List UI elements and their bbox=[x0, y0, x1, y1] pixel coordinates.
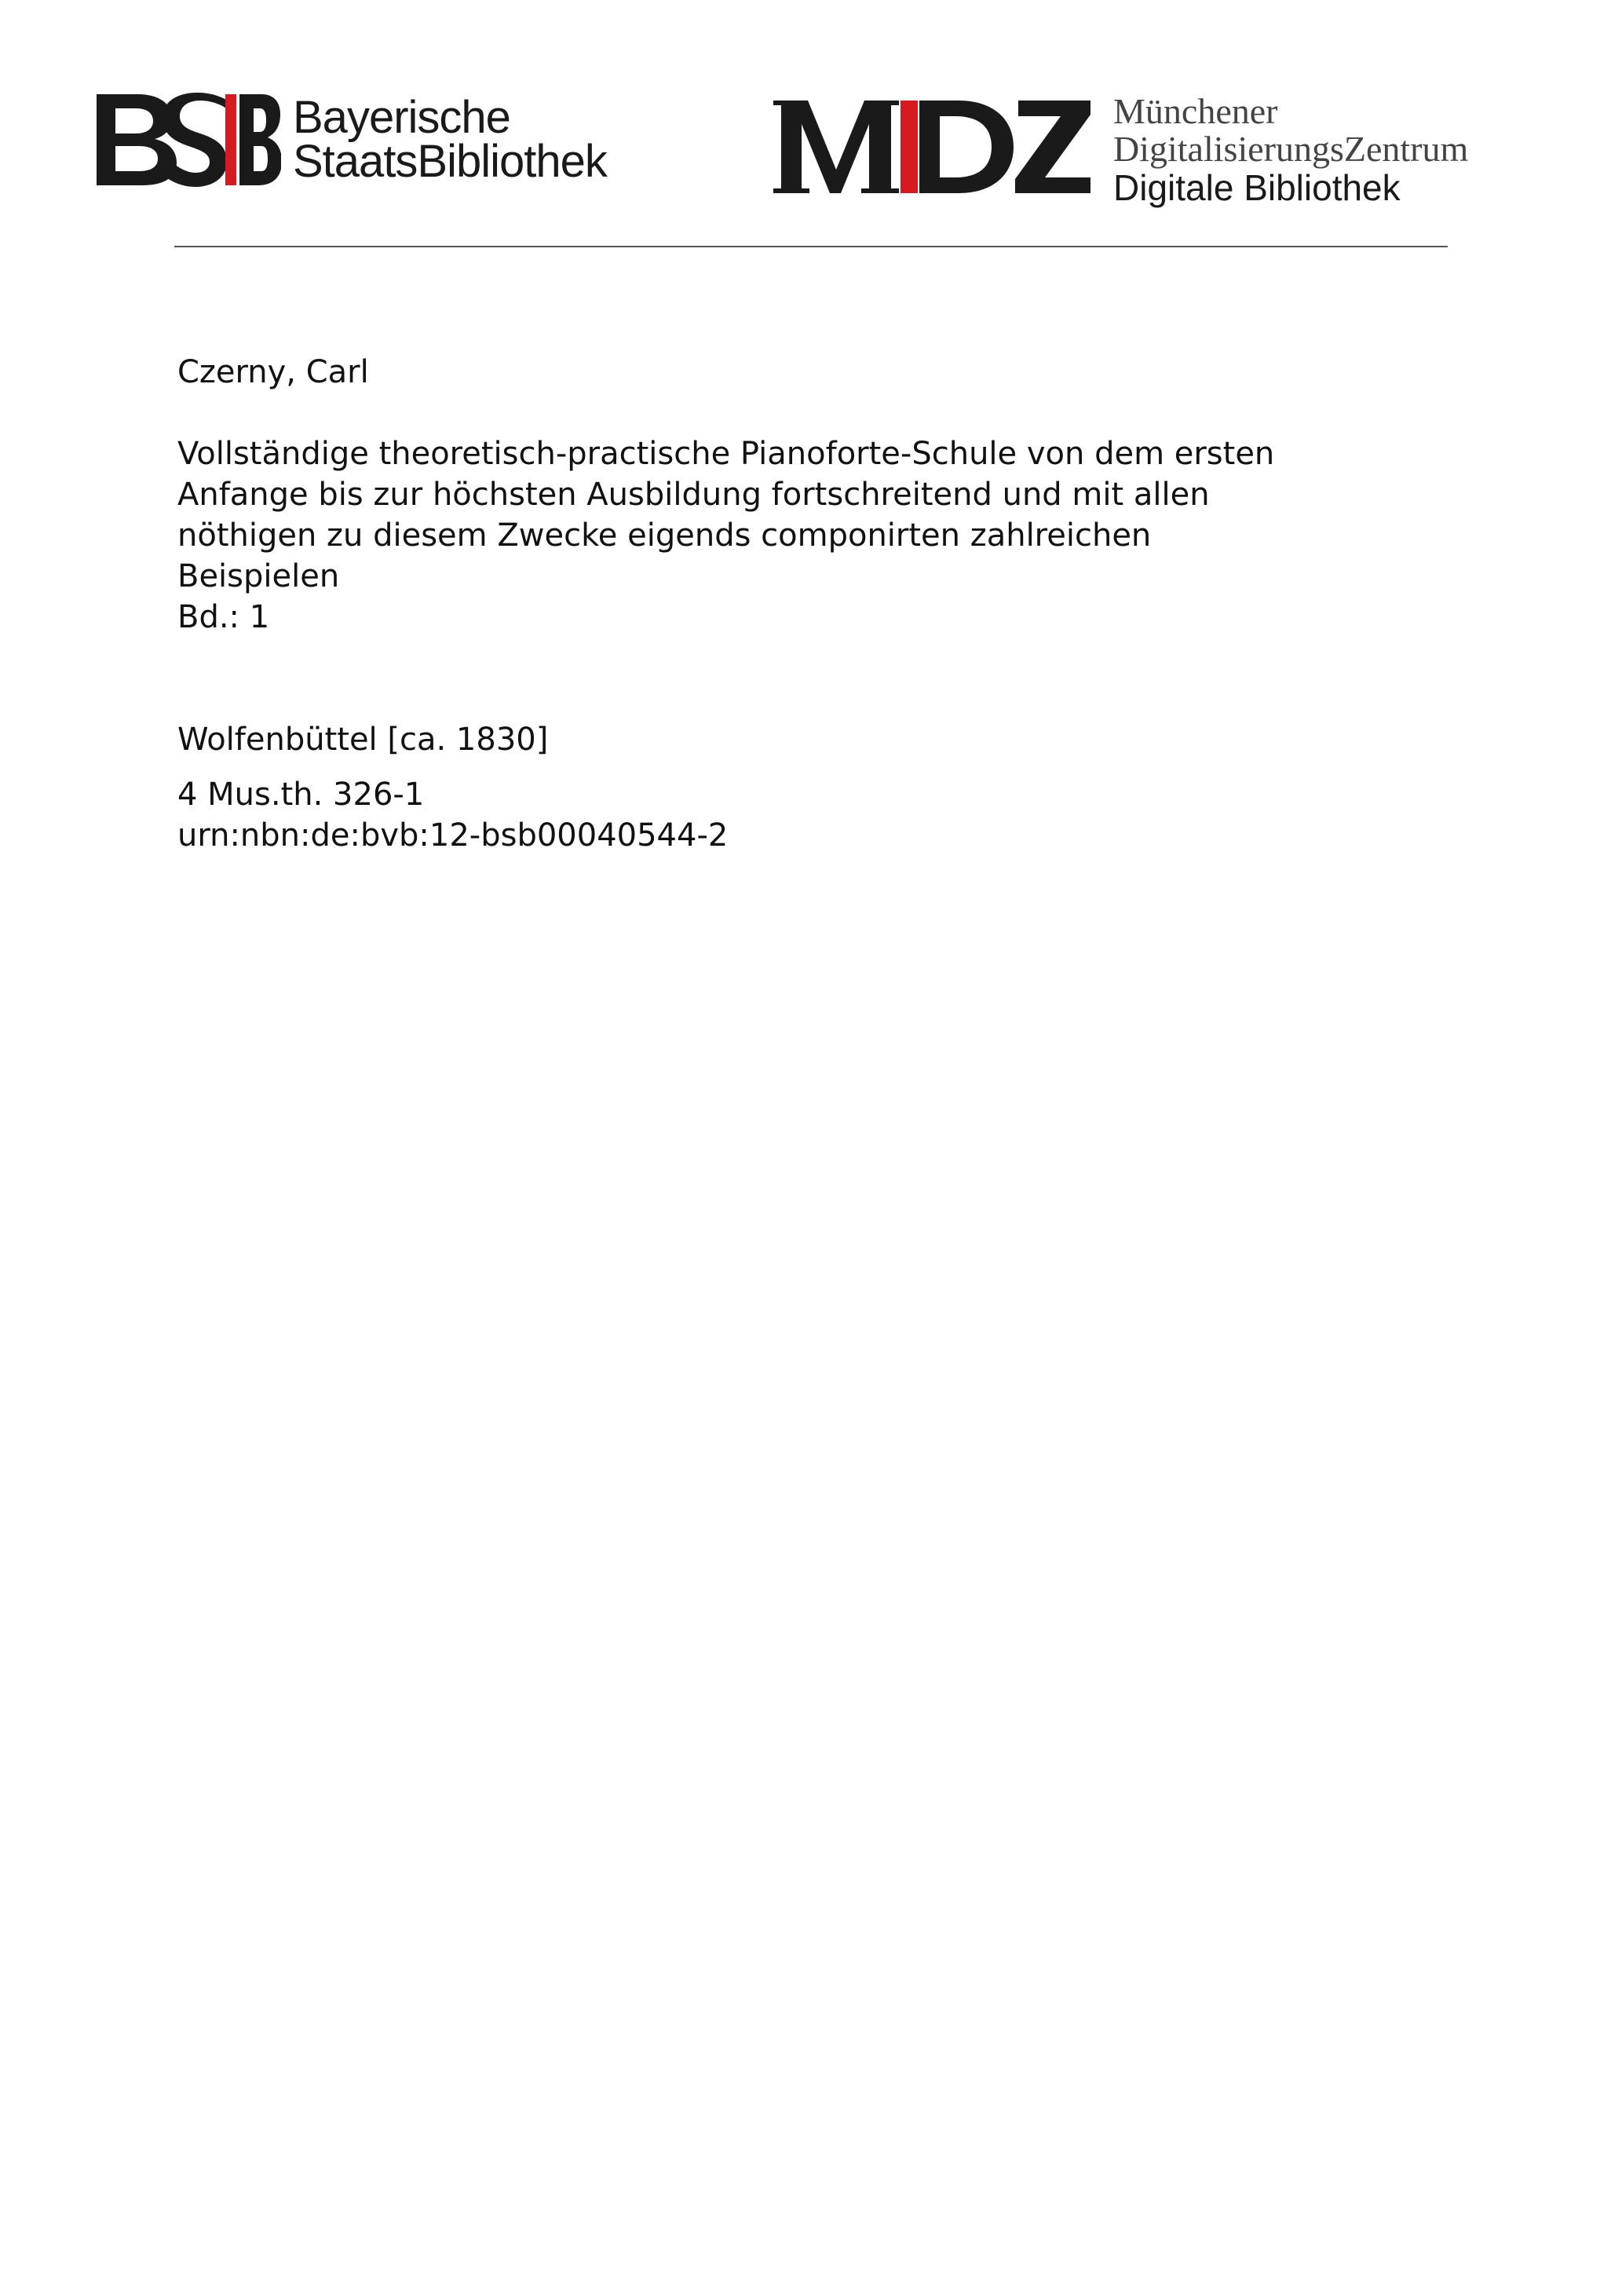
record-volume: Bd.: 1 bbox=[177, 599, 270, 635]
mdz-wordmark-line2: DigitalisierungsZentrum bbox=[1113, 129, 1469, 169]
record-imprint: Wolfenbüttel [ca. 1830] bbox=[177, 722, 549, 758]
bibliographic-record bbox=[177, 352, 1355, 856]
mdz-logo-mark bbox=[773, 97, 1091, 195]
mdz-wordmark bbox=[1113, 93, 1468, 207]
mdz-wordmark-line1: Münchener bbox=[1113, 91, 1278, 131]
bsb-wordmark bbox=[293, 92, 607, 187]
record-title: Vollständige theoretisch-practische Pianoforte-Schule von dem ersten Anfange bis zur höchsten Ausbildung fortschreitend und mit allen nöthigen zu diesem Zwecke eigends componirten zahlreichen Beispielen bbox=[177, 436, 1275, 594]
bsb-wordmark-line2: StaatsBibliothek bbox=[293, 136, 607, 187]
bsb-wordmark-line1: Bayerische bbox=[293, 92, 510, 143]
mdz-wordmark-line3: Digitale Bibliothek bbox=[1113, 167, 1401, 208]
header-divider bbox=[174, 246, 1448, 247]
record-author: Czerny, Carl bbox=[177, 354, 369, 390]
record-urn: urn:nbn:de:bvb:12-bsb00040544-2 bbox=[177, 817, 729, 854]
bsb-logo-mark bbox=[97, 93, 281, 187]
record-shelfmark: 4 Mus.th. 326-1 bbox=[177, 777, 425, 813]
